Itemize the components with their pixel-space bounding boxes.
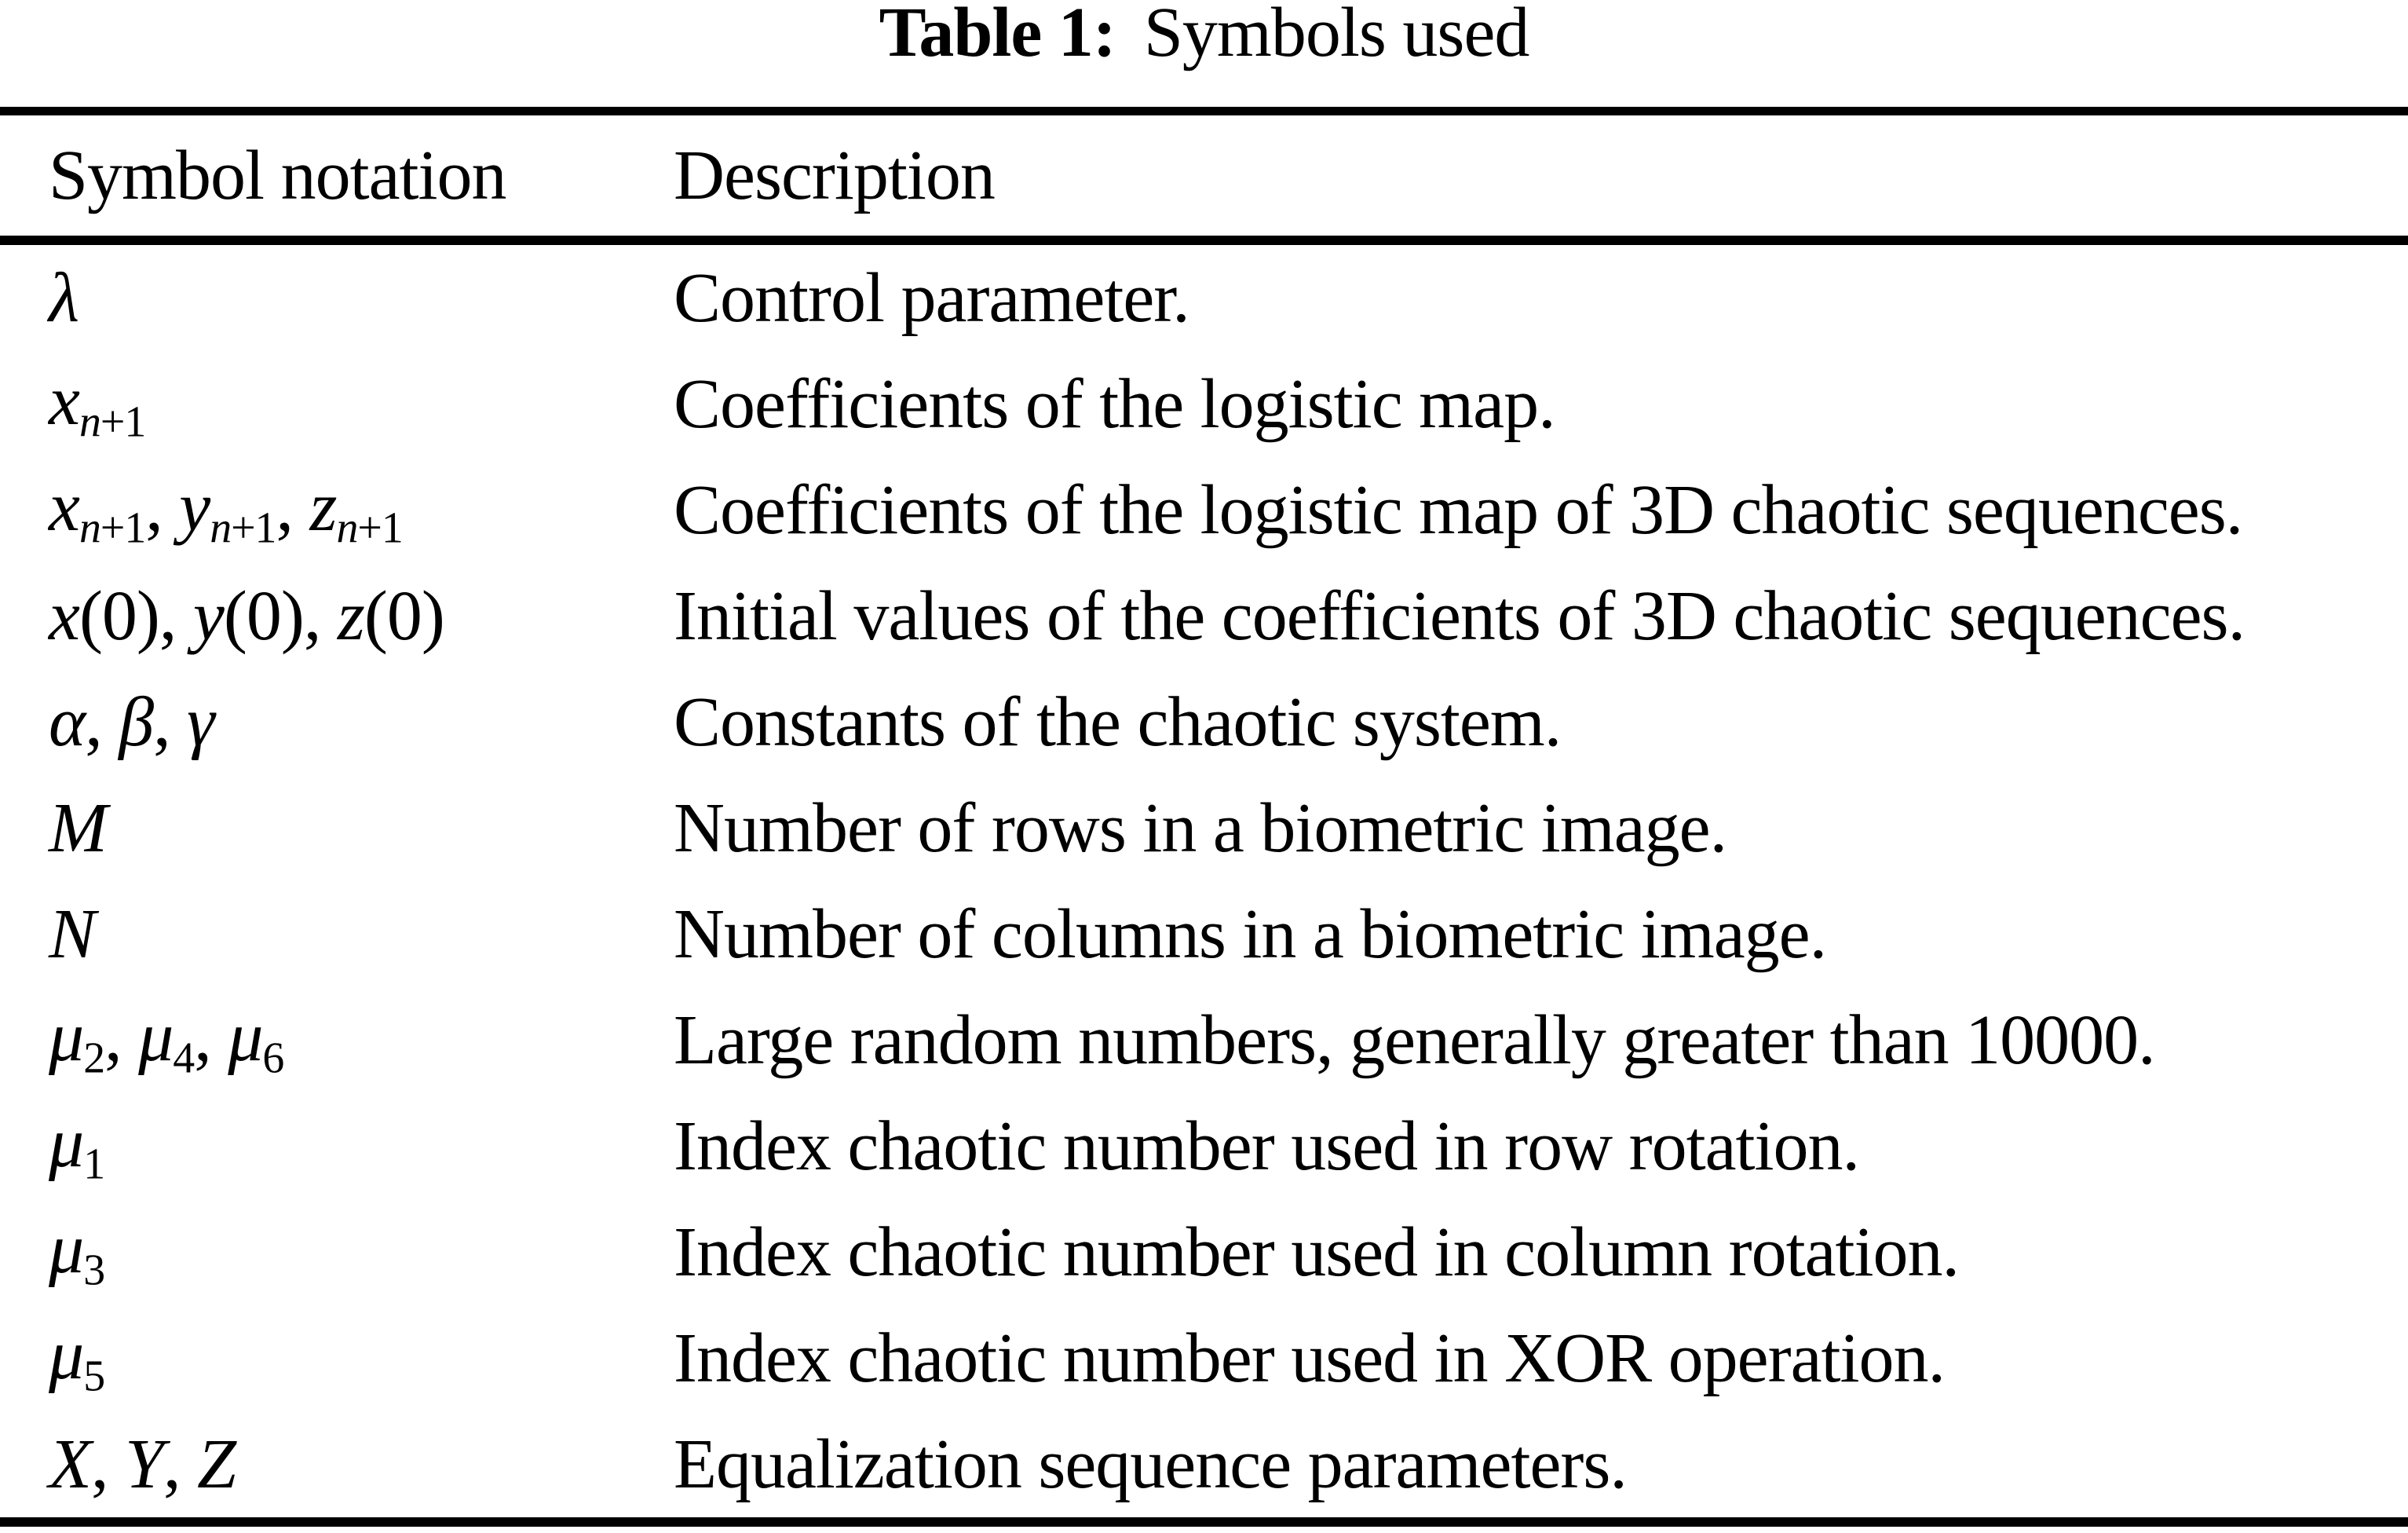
description-cell: Initial values of the coefficients of 3D chaotic sequences. <box>674 577 2245 655</box>
symbol-segment: y <box>179 468 210 547</box>
symbol-segment: +1 <box>100 503 146 553</box>
description-cell: Index chaotic number used in row rotation. <box>674 1107 1860 1185</box>
symbol-segment: μ <box>49 1210 84 1289</box>
symbol-segment: 2 <box>83 1034 105 1083</box>
symbol-segment: , <box>194 998 228 1077</box>
symbol-segment: z <box>337 577 364 655</box>
symbol-segment: n <box>79 503 100 553</box>
description-cell: Index chaotic number used in column rotation. <box>674 1213 1960 1291</box>
symbol-cell <box>49 258 674 338</box>
symbol-segment: , <box>104 998 139 1077</box>
table-row <box>0 987 2408 1093</box>
table-row <box>0 457 2408 563</box>
symbol-segment: +1 <box>357 503 403 553</box>
symbol-segment: x <box>49 468 79 547</box>
symbol-segment: , <box>159 577 193 655</box>
symbol-segment: Y <box>124 1425 164 1503</box>
table-header-row <box>0 115 2408 236</box>
table-row <box>0 351 2408 457</box>
symbol-segment: , <box>85 683 119 761</box>
table-caption-text: Symbols used <box>1143 0 1529 71</box>
symbol-segment: , <box>153 683 188 761</box>
table-row <box>0 881 2408 987</box>
symbol-cell <box>49 997 674 1084</box>
description-cell: Constants of the chaotic system. <box>674 683 1562 761</box>
symbol-segment: x <box>49 362 79 441</box>
symbol-cell <box>49 788 674 869</box>
symbol-cell <box>49 1315 674 1402</box>
symbol-cell <box>49 360 674 448</box>
table-row <box>0 669 2408 775</box>
table-row <box>0 775 2408 881</box>
symbol-cell <box>49 1103 674 1190</box>
description-cell: Equalization sequence parameters. <box>674 1425 1627 1503</box>
table-caption-label: Table 1: <box>879 0 1116 71</box>
table-row <box>0 1411 2408 1517</box>
symbol-segment: 1 <box>83 1140 105 1189</box>
header-symbol-notation: Symbol notation <box>49 137 506 214</box>
header-description: Description <box>674 137 995 214</box>
symbol-segment: μ <box>49 1316 84 1395</box>
symbol-segment: , <box>163 1425 198 1503</box>
symbol-segment: Z <box>197 1425 236 1503</box>
table-body <box>0 245 2408 1517</box>
symbol-segment: , <box>145 468 180 547</box>
symbol-segment: , <box>303 577 338 655</box>
description-cell: Control parameter. <box>674 259 1189 337</box>
symbol-segment: γ <box>187 683 214 761</box>
symbol-segment: 6 <box>262 1034 284 1083</box>
symbol-segment: z <box>309 468 337 547</box>
table-bottom-rule <box>0 1517 2408 1527</box>
symbol-cell <box>49 682 674 763</box>
symbol-segment: M <box>49 789 107 867</box>
symbol-segment: N <box>49 895 96 973</box>
symbol-segment: n <box>336 503 358 553</box>
symbol-segment: 5 <box>83 1352 105 1401</box>
symbol-segment: y <box>192 577 224 655</box>
description-cell: Index chaotic number used in XOR operation. <box>674 1319 1946 1397</box>
symbol-segment: X <box>49 1425 91 1503</box>
symbol-segment: +1 <box>100 397 146 447</box>
symbol-segment: β <box>119 683 154 761</box>
symbol-segment: 3 <box>83 1246 105 1295</box>
symbol-segment: μ <box>228 998 263 1077</box>
symbol-segment: n <box>79 397 100 447</box>
table-row <box>0 1199 2408 1305</box>
symbol-segment: , <box>276 468 310 547</box>
description-cell: Coefficients of the logistic map. <box>674 365 1555 443</box>
symbol-segment: λ <box>49 259 79 337</box>
description-cell: Large random numbers, generally greater than 10000. <box>674 1001 2155 1079</box>
symbol-segment: α <box>49 683 86 761</box>
description-cell: Number of columns in a biometric image. <box>674 895 1827 973</box>
symbol-segment: (0) <box>223 577 304 655</box>
description-cell: Coefficients of the logistic map of 3D chaotic sequences. <box>674 471 2243 549</box>
table-caption <box>0 0 2408 71</box>
table-row <box>0 245 2408 351</box>
symbol-cell <box>49 576 674 657</box>
symbol-segment: +1 <box>231 503 276 553</box>
symbol-segment: μ <box>49 1104 84 1183</box>
symbol-segment: 4 <box>173 1034 195 1083</box>
symbol-cell <box>49 1424 674 1505</box>
symbol-segment: (0) <box>79 577 159 655</box>
symbol-cell <box>49 1209 674 1296</box>
symbol-cell <box>49 894 674 975</box>
table-top-rule <box>0 107 2408 115</box>
symbol-segment: n <box>210 503 232 553</box>
description-cell: Number of rows in a biometric image. <box>674 789 1727 867</box>
symbol-segment: μ <box>49 998 84 1077</box>
table-row <box>0 1305 2408 1411</box>
symbol-cell <box>49 466 674 554</box>
symbol-segment: x <box>49 577 79 655</box>
table-row <box>0 563 2408 669</box>
table-row <box>0 1093 2408 1199</box>
symbol-segment: , <box>90 1425 125 1503</box>
symbol-segment: μ <box>138 998 174 1077</box>
symbol-segment: (0) <box>364 577 444 655</box>
table-header-rule <box>0 236 2408 245</box>
